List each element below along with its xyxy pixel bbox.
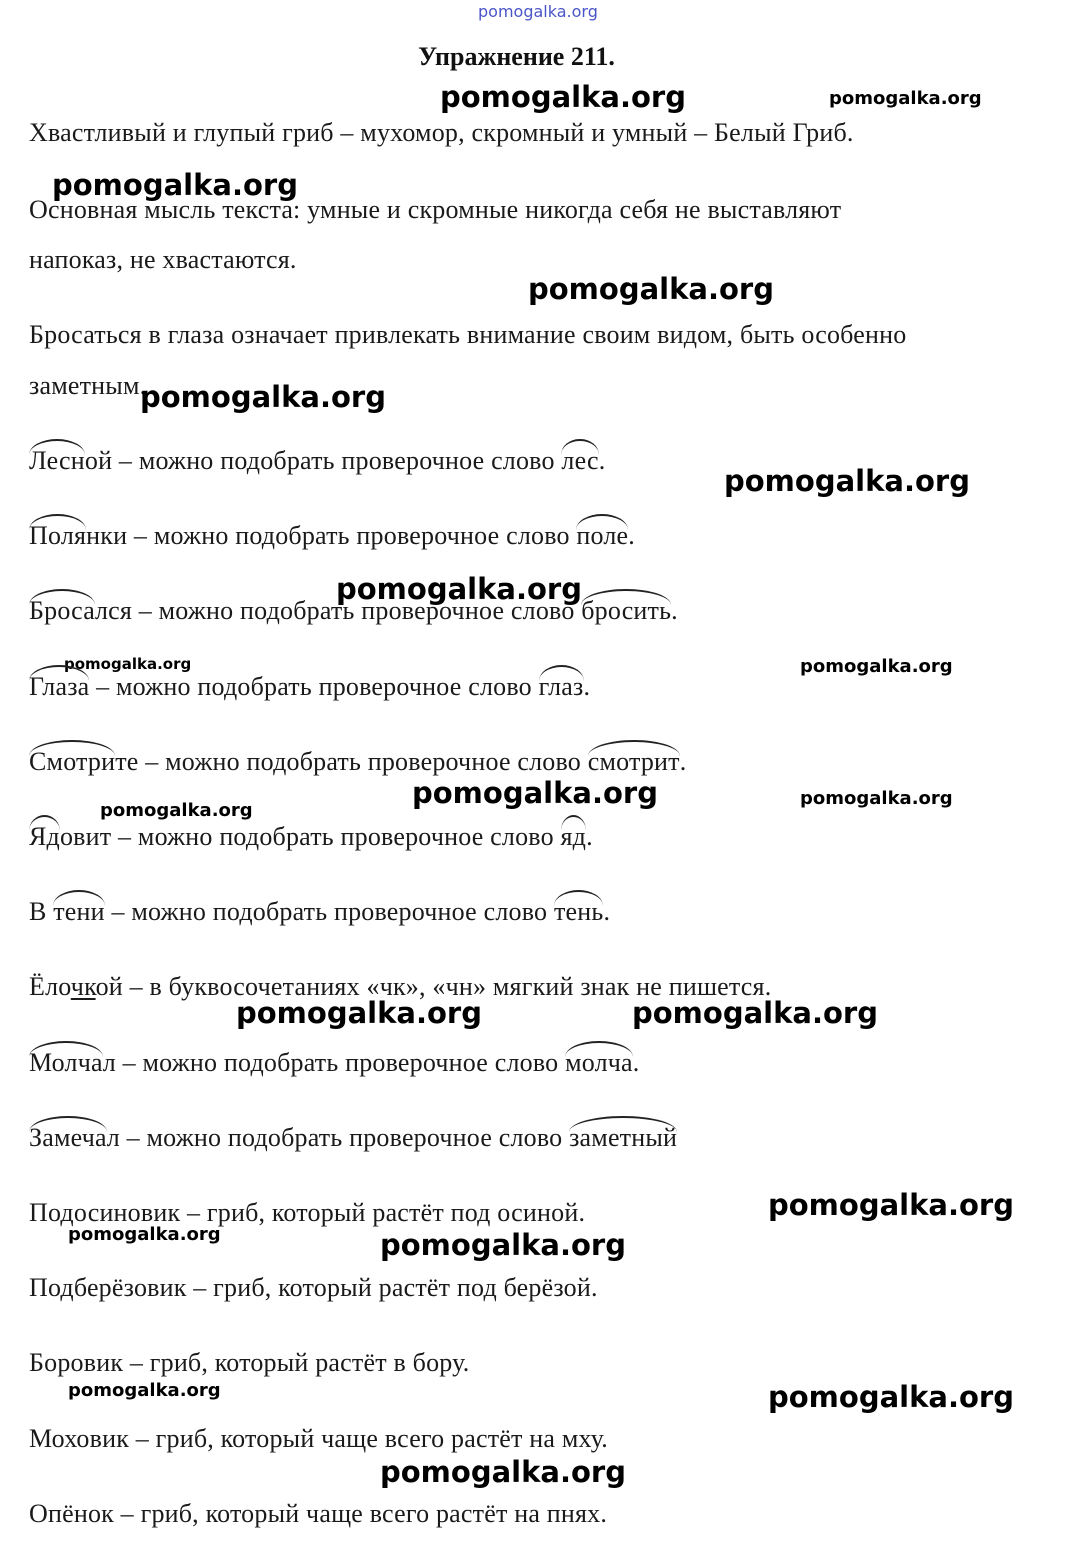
- text-line: Опёнок – гриб, который чаще всего растёт на пнях.: [29, 1499, 608, 1528]
- watermark: pomogalka.org: [829, 88, 982, 109]
- root-mark: Поля: [29, 521, 87, 550]
- root-mark: тени: [53, 897, 105, 926]
- root-mark: Броса: [29, 596, 95, 625]
- root-mark: смотрит: [587, 747, 680, 776]
- text-line: Подосиновик – гриб, который растёт под осиной.: [29, 1198, 586, 1227]
- watermark: pomogalka.org: [380, 1228, 626, 1262]
- text-line: Моховик – гриб, который чаще всего растёт на мху.: [29, 1424, 609, 1453]
- watermark: pomogalka.org: [440, 80, 686, 114]
- root-mark: Лесн: [29, 446, 85, 475]
- root-mark: Глаза: [29, 672, 90, 701]
- text-line: Подберёзовик – гриб, который растёт под берёзой.: [29, 1273, 598, 1302]
- text-line: Хвастливый и глупый гриб – мухомор, скромный и умный – Белый Гриб.: [29, 118, 854, 147]
- word-analysis-smotrite: Смотрите – можно подобрать проверочное слово смотрит.: [29, 747, 687, 776]
- root-mark: Молча: [29, 1048, 103, 1077]
- text-line: заметным.: [29, 371, 147, 400]
- root-mark: заметный: [569, 1123, 678, 1152]
- watermark: pomogalka.org: [800, 788, 953, 809]
- watermark: pomogalka.org: [528, 272, 774, 306]
- watermark: pomogalka.org: [100, 800, 253, 821]
- root-mark: Яд: [29, 822, 60, 851]
- root-mark: бросить: [581, 596, 672, 625]
- watermark: pomogalka.org: [768, 1380, 1014, 1414]
- word-analysis-yolochkoy: Ёлочкой – в буквосочетаниях «чк», «чн» мягкий знак не пишется.: [29, 972, 772, 1001]
- watermark: pomogalka.org: [768, 1188, 1014, 1222]
- exercise-title: Упражнение 211.: [418, 42, 615, 71]
- text-line: Боровик – гриб, который растёт в бору.: [29, 1348, 470, 1377]
- word-analysis-yadovit: Ядовит – можно подобрать проверочное слово яд.: [29, 822, 593, 851]
- watermark: pomogalka.org: [64, 655, 192, 673]
- root-mark: яд: [560, 822, 587, 851]
- word-analysis-lesnoy: Лесной – можно подобрать проверочное слово лес.: [29, 446, 606, 475]
- watermark: pomogalka.org: [724, 464, 970, 498]
- watermark: pomogalka.org: [336, 572, 582, 606]
- text-line: Бросаться в глаза означает привлекать внимание своим видом, быть особенно: [29, 320, 907, 349]
- letter-combination-underline: чк: [70, 972, 96, 1001]
- watermark-top: pomogalka.org: [478, 2, 598, 21]
- watermark: pomogalka.org: [412, 776, 658, 810]
- word-analysis-molchal: Молчал – можно подобрать проверочное слово молча.: [29, 1048, 640, 1077]
- root-mark: Замеча: [29, 1123, 107, 1152]
- watermark: pomogalka.org: [236, 996, 482, 1030]
- watermark: pomogalka.org: [52, 168, 298, 202]
- watermark: pomogalka.org: [140, 380, 386, 414]
- root-mark: тень: [553, 897, 604, 926]
- text-line: напоказ, не хвастаются.: [29, 245, 297, 274]
- word-analysis-zamechal: Замечал – можно подобрать проверочное слово заметный: [29, 1123, 678, 1152]
- watermark: pomogalka.org: [68, 1224, 221, 1245]
- watermark: pomogalka.org: [380, 1455, 626, 1489]
- root-mark: Смотри: [29, 747, 116, 776]
- root-mark: глаз: [538, 672, 584, 701]
- word-analysis-glaza: Глаза – можно подобрать проверочное слово глаз.: [29, 672, 591, 701]
- root-mark: поле: [576, 521, 629, 550]
- watermark: pomogalka.org: [68, 1380, 221, 1401]
- root-mark: молча: [565, 1048, 633, 1077]
- watermark: pomogalka.org: [800, 656, 953, 677]
- watermark: pomogalka.org: [632, 996, 878, 1030]
- text-line: Основная мысль текста: умные и скромные никогда себя не выставляют: [29, 195, 842, 224]
- word-analysis-v-teni: В тени – можно подобрать проверочное слово тень.: [29, 897, 611, 926]
- word-analysis-brosalsya: Бросался – можно подобрать проверочное слово бросить.: [29, 596, 678, 625]
- word-analysis-polyanki: Полянки – можно подобрать проверочное слово поле.: [29, 521, 635, 550]
- root-mark: лес: [561, 446, 599, 475]
